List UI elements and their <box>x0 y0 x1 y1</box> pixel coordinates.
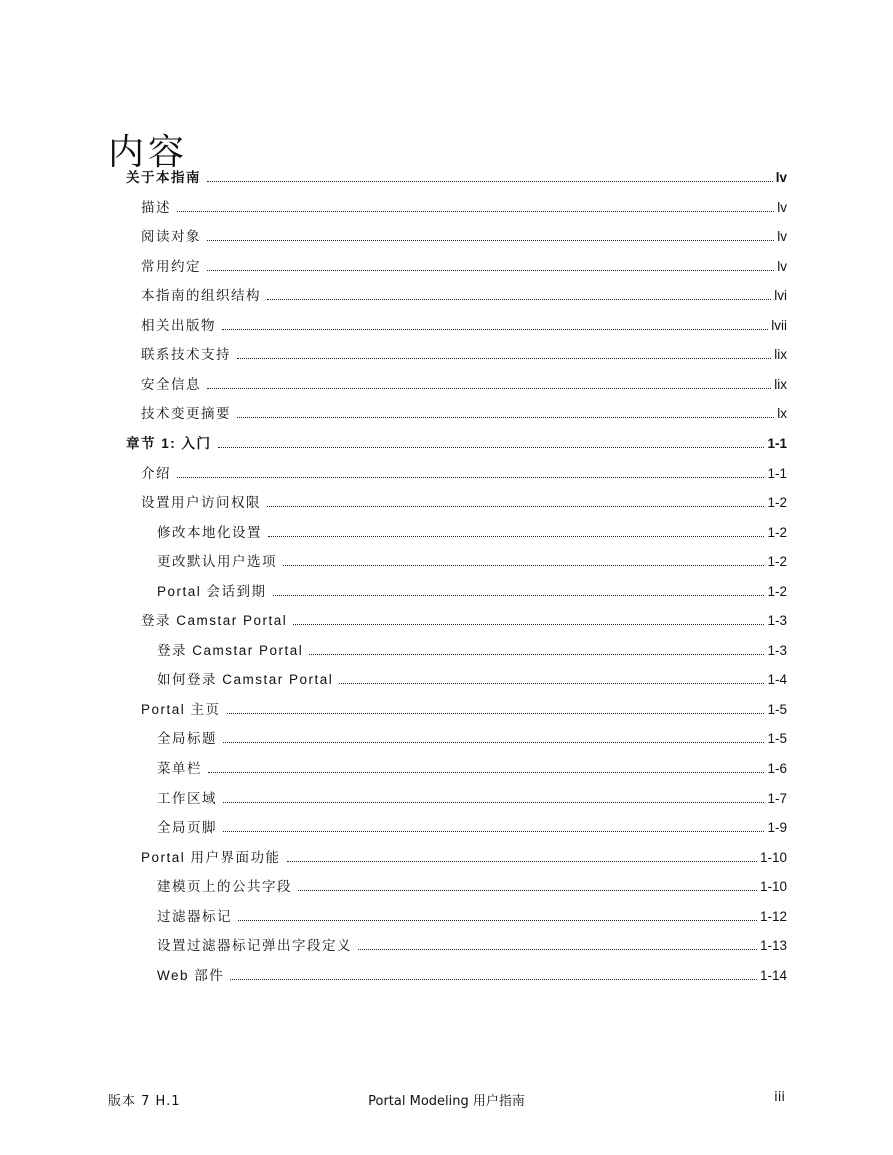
toc-entry-page-number: 1-6 <box>767 761 787 776</box>
toc-dot-leader <box>207 240 774 241</box>
toc-entry-label: 过滤器标记 <box>157 909 232 924</box>
toc-dot-leader <box>207 270 774 271</box>
toc-entry-label: 更改默认用户选项 <box>157 554 277 569</box>
toc-entry-page-number: lv <box>777 259 787 274</box>
toc-entry-page-number: lv <box>775 170 787 185</box>
toc-entry-label: 阅读对象 <box>141 229 201 244</box>
toc-entry-label: 介绍 <box>141 466 171 481</box>
toc-entry-page-number: 1-1 <box>767 466 787 481</box>
toc-entry-label: Portal 会话到期 <box>157 584 267 599</box>
toc-entry[interactable] <box>157 816 787 836</box>
toc-entry-page-number: 1-4 <box>767 672 787 687</box>
toc-entry[interactable] <box>141 284 787 304</box>
toc-entry-label: 相关出版物 <box>141 318 216 333</box>
toc-dot-leader <box>223 802 764 803</box>
toc-entry[interactable] <box>157 757 787 777</box>
toc-dot-leader <box>273 595 765 596</box>
footer-doc-title: Portal Modeling 用户指南 <box>368 1094 525 1109</box>
toc-entry[interactable] <box>157 727 787 747</box>
toc-entry[interactable] <box>157 905 787 925</box>
toc-entry[interactable] <box>126 166 787 186</box>
footer-version: 版本 7 H.1 <box>108 1094 181 1109</box>
toc-entry[interactable] <box>157 934 787 954</box>
toc-entry-label: 联系技术支持 <box>141 347 231 362</box>
toc-dot-leader <box>218 447 765 448</box>
toc-entry[interactable] <box>141 343 787 363</box>
toc-dot-leader <box>268 536 764 537</box>
toc-entry-label: 登录 Camstar Portal <box>141 613 288 628</box>
toc-dot-leader <box>207 181 773 182</box>
toc-entry-page-number: 1-10 <box>759 879 787 894</box>
toc-entry-label: 描述 <box>141 200 171 215</box>
toc-entry-label: 全局页脚 <box>157 820 217 835</box>
toc-dot-leader <box>177 477 764 478</box>
toc-entry[interactable] <box>141 255 787 275</box>
toc-dot-leader <box>238 920 757 921</box>
toc-entry-label: 设置过滤器标记弹出字段定义 <box>157 938 352 953</box>
toc-entry-label: 技术变更摘要 <box>141 406 231 421</box>
toc-entry-page-number: 1-12 <box>759 909 787 924</box>
toc-dot-leader <box>287 861 757 862</box>
toc-dot-leader <box>298 890 757 891</box>
toc-entry-page-number: 1-2 <box>767 525 787 540</box>
toc-dot-leader <box>222 329 768 330</box>
toc-entry-label: 修改本地化设置 <box>157 525 262 540</box>
toc-entry-label: 常用约定 <box>141 259 201 274</box>
toc-entry-label: Portal 用户界面功能 <box>141 850 281 865</box>
toc-entry[interactable] <box>141 402 787 422</box>
toc-dot-leader <box>223 831 764 832</box>
toc-entry-label: 登录 Camstar Portal <box>157 643 304 658</box>
toc-dot-leader <box>208 772 764 773</box>
toc-entry-page-number: 1-2 <box>767 495 787 510</box>
toc-entry-page-number: 1-13 <box>759 938 787 953</box>
toc-entry-page-number: 1-5 <box>767 731 787 746</box>
toc-entry-page-number: 1-14 <box>759 968 787 983</box>
toc-entry[interactable] <box>157 964 787 984</box>
toc-entry-page-number: 1-3 <box>767 613 787 628</box>
toc-dot-leader <box>230 979 757 980</box>
toc-entry-label: 工作区域 <box>157 791 217 806</box>
toc-dot-leader <box>207 388 771 389</box>
toc-dot-leader <box>358 949 757 950</box>
toc-entry-page-number: 1-7 <box>767 791 787 806</box>
toc-entry-page-number: 1-2 <box>767 584 787 599</box>
toc-entry-page-number: lx <box>777 406 787 421</box>
toc-entry[interactable] <box>141 196 787 216</box>
toc-entry-page-number: 1-9 <box>767 820 787 835</box>
toc-entry[interactable] <box>157 787 787 807</box>
toc-entry-page-number: lix <box>774 347 787 362</box>
toc-entry-page-number: 1-10 <box>759 850 787 865</box>
toc-entry-page-number: lv <box>777 229 787 244</box>
toc-dot-leader <box>309 654 764 655</box>
toc-entry-page-number: 1-3 <box>767 643 787 658</box>
toc-entry-label: 安全信息 <box>141 377 201 392</box>
toc-dot-leader <box>267 506 764 507</box>
toc-entry-label: 如何登录 Camstar Portal <box>157 672 334 687</box>
toc-entry[interactable] <box>157 668 787 688</box>
toc-entry-page-number: lvi <box>774 288 787 303</box>
toc-entry-page-number: lvii <box>771 318 787 333</box>
toc-entry[interactable] <box>157 580 787 600</box>
toc-entry-page-number: lix <box>774 377 787 392</box>
toc-entry-label: 本指南的组织结构 <box>141 288 261 303</box>
toc-entry[interactable] <box>126 432 787 452</box>
toc-entry-label: 章节 1: 入门 <box>126 436 212 451</box>
toc-dot-leader <box>283 565 764 566</box>
toc-entry-label: Portal 主页 <box>141 702 221 717</box>
toc-entry[interactable] <box>141 846 787 866</box>
toc-entry[interactable] <box>141 314 787 334</box>
toc-entry-label: 全局标题 <box>157 731 217 746</box>
toc-dot-leader <box>237 417 774 418</box>
toc-entry-label: Web 部件 <box>157 968 225 983</box>
toc-entry-page-number: 1-1 <box>767 436 787 451</box>
toc-dot-leader <box>177 211 774 212</box>
page-title: 内容 <box>108 132 189 174</box>
toc-entry-label: 设置用户访问权限 <box>141 495 261 510</box>
toc-entry-page-number: 1-5 <box>767 702 787 717</box>
toc-entry[interactable] <box>141 373 787 393</box>
toc-dot-leader <box>293 624 764 625</box>
toc-entry-label: 关于本指南 <box>126 170 201 185</box>
toc-entry-page-number: lv <box>777 200 787 215</box>
toc-entry[interactable] <box>141 491 787 511</box>
toc-dot-leader <box>339 683 764 684</box>
toc-entry[interactable] <box>141 225 787 245</box>
toc-entry[interactable] <box>141 609 787 629</box>
toc-dot-leader <box>223 742 764 743</box>
toc-entry[interactable] <box>157 550 787 570</box>
toc-entry-label: 建模页上的公共字段 <box>157 879 292 894</box>
toc-dot-leader <box>267 299 771 300</box>
toc-entry[interactable] <box>141 698 787 718</box>
toc-entry-page-number: 1-2 <box>767 554 787 569</box>
footer-page-number: iii <box>774 1090 785 1105</box>
toc-entry[interactable] <box>141 462 787 482</box>
toc-entry-label: 菜单栏 <box>157 761 202 776</box>
toc-dot-leader <box>237 358 771 359</box>
toc-entry[interactable] <box>157 875 787 895</box>
toc-entry[interactable] <box>157 639 787 659</box>
toc-entry[interactable] <box>157 521 787 541</box>
toc-dot-leader <box>227 713 765 714</box>
